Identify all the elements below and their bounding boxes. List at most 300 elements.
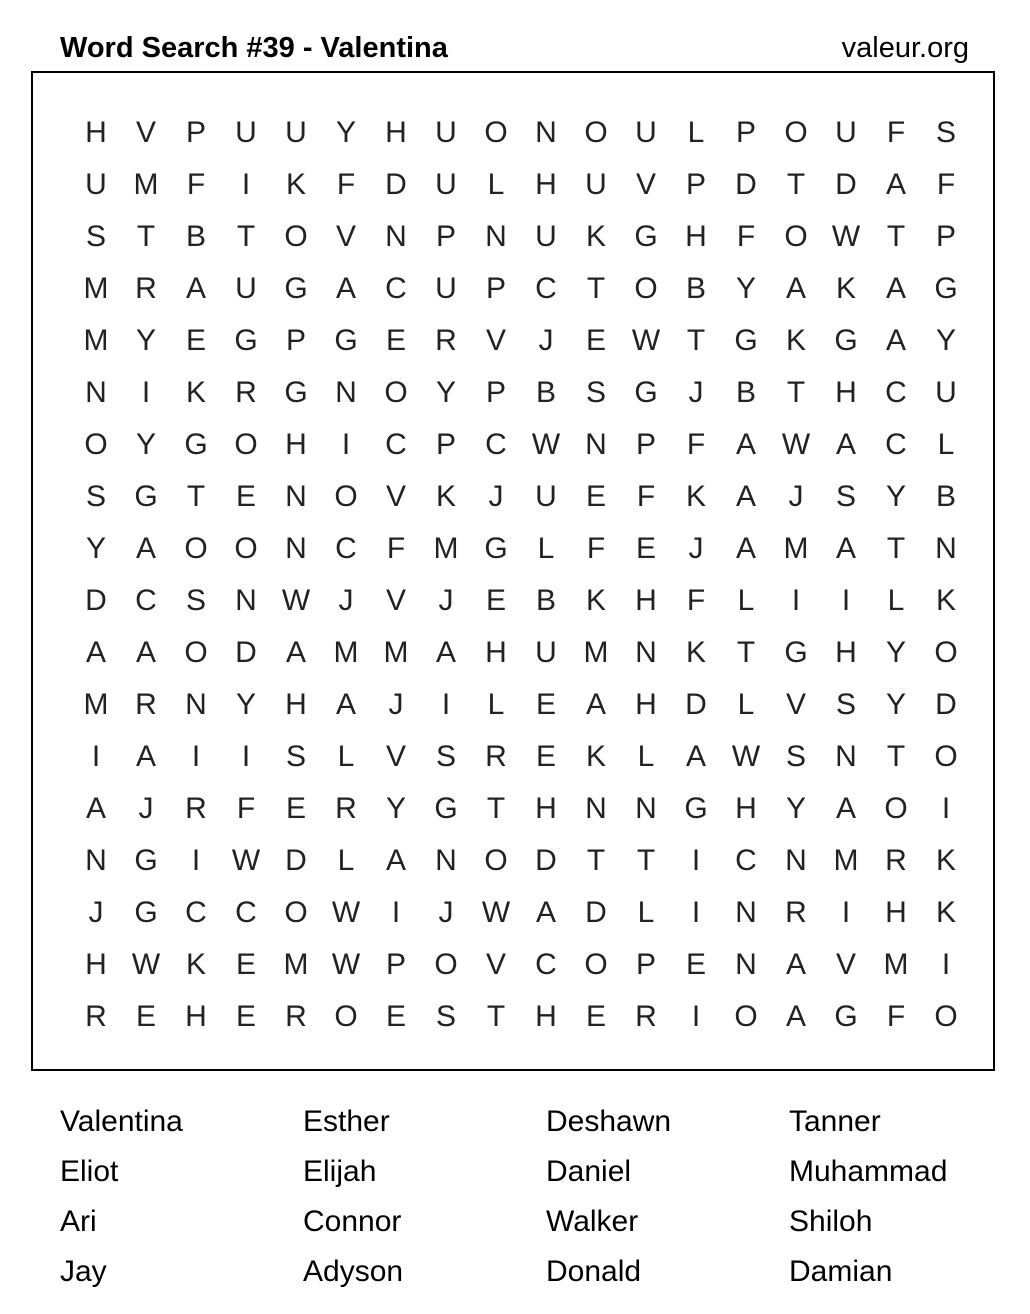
- grid-letter[interactable]: K: [285, 168, 306, 201]
- grid-letter[interactable]: N: [735, 896, 757, 929]
- grid-letter[interactable]: F: [236, 792, 256, 825]
- grid-letter[interactable]: J: [438, 896, 454, 929]
- grid-letter[interactable]: U: [535, 480, 557, 513]
- grid-letter[interactable]: E: [235, 480, 256, 513]
- grid-letter[interactable]: G: [734, 324, 758, 357]
- grid-letter[interactable]: O: [434, 948, 458, 981]
- grid-letter[interactable]: C: [885, 376, 907, 409]
- grid-letter[interactable]: T: [686, 324, 706, 357]
- grid-letter[interactable]: U: [435, 168, 457, 201]
- grid-letter[interactable]: F: [386, 532, 406, 565]
- grid-letter[interactable]: A: [385, 844, 406, 877]
- grid-letter[interactable]: D: [685, 688, 707, 721]
- grid-letter[interactable]: G: [934, 272, 958, 305]
- grid-letter[interactable]: E: [285, 792, 306, 825]
- grid-letter[interactable]: K: [785, 324, 806, 357]
- grid-letter[interactable]: L: [637, 896, 655, 929]
- grid-letter[interactable]: N: [635, 792, 657, 825]
- grid-letter[interactable]: V: [135, 116, 156, 149]
- grid-letter[interactable]: F: [936, 168, 956, 201]
- grid-letter[interactable]: T: [486, 1000, 506, 1033]
- grid-letter[interactable]: F: [736, 220, 756, 253]
- grid-letter[interactable]: V: [485, 324, 506, 357]
- grid-letter[interactable]: P: [285, 324, 306, 357]
- grid-letter[interactable]: U: [535, 220, 557, 253]
- grid-letter[interactable]: R: [785, 896, 807, 929]
- grid-letter[interactable]: N: [385, 220, 407, 253]
- grid-letter[interactable]: S: [285, 740, 306, 773]
- grid-letter[interactable]: D: [385, 168, 407, 201]
- grid-letter[interactable]: F: [336, 168, 356, 201]
- grid-letter[interactable]: C: [335, 532, 357, 565]
- grid-letter[interactable]: I: [941, 948, 951, 981]
- grid-letter[interactable]: H: [635, 584, 657, 617]
- grid-letter[interactable]: O: [934, 740, 958, 773]
- grid-letter[interactable]: F: [586, 532, 606, 565]
- grid-letter[interactable]: R: [635, 1000, 657, 1033]
- grid-letter[interactable]: E: [385, 1000, 406, 1033]
- grid-letter[interactable]: N: [835, 740, 857, 773]
- grid-letter[interactable]: G: [334, 324, 358, 357]
- grid-letter[interactable]: O: [484, 116, 508, 149]
- grid-letter[interactable]: N: [735, 948, 757, 981]
- grid-letter[interactable]: I: [441, 688, 451, 721]
- grid-letter[interactable]: F: [186, 168, 206, 201]
- grid-letter[interactable]: J: [688, 376, 704, 409]
- grid-letter[interactable]: I: [941, 792, 951, 825]
- grid-letter[interactable]: V: [385, 480, 406, 513]
- grid-letter[interactable]: N: [435, 844, 457, 877]
- grid-letter[interactable]: A: [185, 272, 206, 305]
- grid-letter[interactable]: A: [735, 532, 756, 565]
- grid-letter[interactable]: W: [831, 220, 861, 253]
- grid-letter[interactable]: G: [834, 324, 858, 357]
- grid-letter[interactable]: G: [834, 1000, 858, 1033]
- grid-letter[interactable]: I: [191, 740, 201, 773]
- grid-letter[interactable]: T: [486, 792, 506, 825]
- grid-letter[interactable]: T: [586, 844, 606, 877]
- grid-letter[interactable]: W: [731, 740, 761, 773]
- grid-letter[interactable]: L: [537, 532, 555, 565]
- grid-letter[interactable]: W: [781, 428, 811, 461]
- grid-letter[interactable]: E: [485, 584, 506, 617]
- grid-letter[interactable]: J: [488, 480, 504, 513]
- grid-letter[interactable]: D: [585, 896, 607, 929]
- grid-letter[interactable]: R: [335, 792, 357, 825]
- grid-letter[interactable]: A: [885, 168, 906, 201]
- grid-letter[interactable]: W: [331, 948, 361, 981]
- grid-letter[interactable]: Y: [935, 324, 956, 357]
- grid-letter[interactable]: S: [935, 116, 956, 149]
- grid-letter[interactable]: N: [285, 532, 307, 565]
- grid-letter[interactable]: T: [636, 844, 656, 877]
- grid-letter[interactable]: W: [481, 896, 511, 929]
- grid-letter[interactable]: E: [685, 948, 706, 981]
- grid-letter[interactable]: H: [85, 948, 107, 981]
- grid-letter[interactable]: T: [886, 532, 906, 565]
- grid-letter[interactable]: L: [737, 584, 755, 617]
- grid-letter[interactable]: P: [185, 116, 206, 149]
- grid-letter[interactable]: R: [885, 844, 907, 877]
- grid-letter[interactable]: G: [134, 480, 158, 513]
- grid-letter[interactable]: U: [435, 272, 457, 305]
- grid-letter[interactable]: B: [185, 220, 206, 253]
- grid-letter[interactable]: Y: [85, 532, 106, 565]
- grid-letter[interactable]: H: [385, 116, 407, 149]
- grid-letter[interactable]: H: [485, 636, 507, 669]
- grid-letter[interactable]: I: [241, 168, 251, 201]
- grid-letter[interactable]: S: [435, 740, 456, 773]
- grid-letter[interactable]: T: [786, 168, 806, 201]
- grid-letter[interactable]: Y: [335, 116, 356, 149]
- grid-letter[interactable]: F: [686, 584, 706, 617]
- grid-letter[interactable]: J: [388, 688, 404, 721]
- grid-letter[interactable]: A: [335, 272, 356, 305]
- grid-letter[interactable]: O: [934, 636, 958, 669]
- grid-letter[interactable]: B: [535, 376, 556, 409]
- grid-letter[interactable]: R: [135, 272, 157, 305]
- grid-letter[interactable]: J: [438, 584, 454, 617]
- grid-letter[interactable]: T: [186, 480, 206, 513]
- grid-letter[interactable]: U: [835, 116, 857, 149]
- grid-letter[interactable]: L: [937, 428, 955, 461]
- grid-letter[interactable]: R: [485, 740, 507, 773]
- grid-letter[interactable]: I: [791, 584, 801, 617]
- grid-letter[interactable]: A: [135, 636, 156, 669]
- grid-letter[interactable]: H: [735, 792, 757, 825]
- grid-letter[interactable]: K: [435, 480, 456, 513]
- grid-letter[interactable]: G: [634, 376, 658, 409]
- grid-letter[interactable]: K: [185, 948, 206, 981]
- grid-letter[interactable]: O: [734, 1000, 758, 1033]
- grid-letter[interactable]: G: [784, 636, 808, 669]
- grid-letter[interactable]: Y: [885, 480, 906, 513]
- grid-letter[interactable]: M: [883, 948, 909, 981]
- grid-letter[interactable]: F: [686, 428, 706, 461]
- grid-letter[interactable]: C: [135, 584, 157, 617]
- grid-letter[interactable]: O: [784, 116, 808, 149]
- grid-letter[interactable]: H: [85, 116, 107, 149]
- grid-letter[interactable]: W: [531, 428, 561, 461]
- grid-letter[interactable]: Y: [735, 272, 756, 305]
- grid-letter[interactable]: G: [434, 792, 458, 825]
- grid-letter[interactable]: H: [285, 428, 307, 461]
- grid-letter[interactable]: N: [935, 532, 957, 565]
- grid-letter[interactable]: A: [785, 948, 806, 981]
- grid-letter[interactable]: L: [887, 584, 905, 617]
- grid-letter[interactable]: W: [131, 948, 161, 981]
- grid-letter[interactable]: L: [337, 844, 355, 877]
- grid-letter[interactable]: M: [833, 844, 859, 877]
- grid-letter[interactable]: U: [235, 272, 257, 305]
- grid-letter[interactable]: P: [435, 428, 456, 461]
- grid-letter[interactable]: Y: [235, 688, 256, 721]
- grid-letter[interactable]: G: [184, 428, 208, 461]
- grid-letter[interactable]: R: [435, 324, 457, 357]
- grid-letter[interactable]: I: [141, 376, 151, 409]
- grid-letter[interactable]: B: [935, 480, 956, 513]
- grid-letter[interactable]: Y: [435, 376, 456, 409]
- grid-letter[interactable]: I: [691, 1000, 701, 1033]
- grid-letter[interactable]: E: [235, 1000, 256, 1033]
- grid-letter[interactable]: N: [185, 688, 207, 721]
- grid-letter[interactable]: U: [285, 116, 307, 149]
- grid-letter[interactable]: H: [535, 168, 557, 201]
- grid-letter[interactable]: V: [335, 220, 356, 253]
- grid-letter[interactable]: B: [535, 584, 556, 617]
- grid-letter[interactable]: G: [484, 532, 508, 565]
- grid-letter[interactable]: M: [333, 636, 359, 669]
- grid-letter[interactable]: A: [135, 532, 156, 565]
- grid-letter[interactable]: S: [585, 376, 606, 409]
- grid-letter[interactable]: B: [735, 376, 756, 409]
- grid-letter[interactable]: Y: [785, 792, 806, 825]
- grid-letter[interactable]: T: [136, 220, 156, 253]
- grid-letter[interactable]: P: [635, 428, 656, 461]
- grid-letter[interactable]: S: [785, 740, 806, 773]
- grid-letter[interactable]: E: [635, 532, 656, 565]
- grid-letter[interactable]: A: [885, 324, 906, 357]
- grid-letter[interactable]: G: [134, 896, 158, 929]
- grid-letter[interactable]: K: [935, 844, 956, 877]
- grid-letter[interactable]: G: [634, 220, 658, 253]
- grid-letter[interactable]: N: [335, 376, 357, 409]
- grid-letter[interactable]: S: [185, 584, 206, 617]
- grid-letter[interactable]: V: [635, 168, 656, 201]
- grid-letter[interactable]: U: [85, 168, 107, 201]
- grid-letter[interactable]: C: [385, 428, 407, 461]
- grid-letter[interactable]: I: [391, 896, 401, 929]
- grid-letter[interactable]: E: [235, 948, 256, 981]
- grid-letter[interactable]: C: [735, 844, 757, 877]
- grid-letter[interactable]: Y: [885, 636, 906, 669]
- grid-letter[interactable]: A: [785, 1000, 806, 1033]
- grid-letter[interactable]: H: [535, 1000, 557, 1033]
- grid-letter[interactable]: R: [185, 792, 207, 825]
- grid-letter[interactable]: S: [835, 688, 856, 721]
- grid-letter[interactable]: P: [485, 272, 506, 305]
- grid-letter[interactable]: M: [83, 688, 109, 721]
- grid-letter[interactable]: L: [487, 688, 505, 721]
- grid-letter[interactable]: M: [433, 532, 459, 565]
- grid-letter[interactable]: H: [685, 220, 707, 253]
- grid-letter[interactable]: O: [784, 220, 808, 253]
- grid-letter[interactable]: A: [335, 688, 356, 721]
- grid-letter[interactable]: I: [691, 896, 701, 929]
- grid-letter[interactable]: W: [331, 896, 361, 929]
- grid-letter[interactable]: D: [935, 688, 957, 721]
- grid-letter[interactable]: I: [841, 896, 851, 929]
- grid-letter[interactable]: D: [285, 844, 307, 877]
- grid-letter[interactable]: M: [783, 532, 809, 565]
- grid-letter[interactable]: N: [635, 636, 657, 669]
- grid-letter[interactable]: P: [385, 948, 406, 981]
- grid-letter[interactable]: I: [191, 844, 201, 877]
- grid-letter[interactable]: O: [584, 116, 608, 149]
- grid-letter[interactable]: P: [635, 948, 656, 981]
- grid-letter[interactable]: G: [234, 324, 258, 357]
- grid-letter[interactable]: A: [535, 896, 556, 929]
- grid-letter[interactable]: H: [285, 688, 307, 721]
- grid-letter[interactable]: E: [185, 324, 206, 357]
- grid-letter[interactable]: V: [835, 948, 856, 981]
- grid-letter[interactable]: O: [234, 532, 258, 565]
- grid-letter[interactable]: U: [535, 636, 557, 669]
- grid-letter[interactable]: N: [285, 480, 307, 513]
- grid-letter[interactable]: K: [585, 584, 606, 617]
- grid-letter[interactable]: R: [235, 376, 257, 409]
- grid-letter[interactable]: K: [585, 740, 606, 773]
- grid-letter[interactable]: E: [535, 688, 556, 721]
- grid-letter[interactable]: O: [234, 428, 258, 461]
- grid-letter[interactable]: N: [85, 844, 107, 877]
- grid-letter[interactable]: L: [487, 168, 505, 201]
- grid-letter[interactable]: T: [886, 740, 906, 773]
- grid-letter[interactable]: K: [935, 584, 956, 617]
- grid-letter[interactable]: S: [85, 480, 106, 513]
- grid-letter[interactable]: S: [835, 480, 856, 513]
- grid-letter[interactable]: K: [835, 272, 856, 305]
- grid-letter[interactable]: S: [435, 1000, 456, 1033]
- grid-letter[interactable]: J: [788, 480, 804, 513]
- grid-letter[interactable]: O: [334, 480, 358, 513]
- grid-letter[interactable]: J: [138, 792, 154, 825]
- grid-letter[interactable]: K: [685, 636, 706, 669]
- grid-letter[interactable]: G: [134, 844, 158, 877]
- grid-letter[interactable]: Y: [135, 324, 156, 357]
- grid-letter[interactable]: A: [685, 740, 706, 773]
- grid-letter[interactable]: A: [785, 272, 806, 305]
- grid-letter[interactable]: J: [538, 324, 554, 357]
- grid-letter[interactable]: P: [435, 220, 456, 253]
- grid-letter[interactable]: A: [835, 428, 856, 461]
- grid-letter[interactable]: B: [685, 272, 706, 305]
- grid-letter[interactable]: E: [135, 1000, 156, 1033]
- grid-letter[interactable]: O: [634, 272, 658, 305]
- grid-letter[interactable]: U: [635, 116, 657, 149]
- grid-letter[interactable]: P: [685, 168, 706, 201]
- grid-letter[interactable]: H: [185, 1000, 207, 1033]
- grid-letter[interactable]: T: [236, 220, 256, 253]
- grid-letter[interactable]: C: [535, 272, 557, 305]
- grid-letter[interactable]: M: [83, 272, 109, 305]
- grid-letter[interactable]: S: [85, 220, 106, 253]
- grid-letter[interactable]: M: [133, 168, 159, 201]
- grid-letter[interactable]: T: [786, 376, 806, 409]
- grid-letter[interactable]: L: [337, 740, 355, 773]
- grid-letter[interactable]: W: [631, 324, 661, 357]
- grid-letter[interactable]: U: [435, 116, 457, 149]
- grid-letter[interactable]: O: [84, 428, 108, 461]
- grid-letter[interactable]: D: [235, 636, 257, 669]
- grid-letter[interactable]: F: [636, 480, 656, 513]
- grid-letter[interactable]: O: [484, 844, 508, 877]
- grid-letter[interactable]: C: [885, 428, 907, 461]
- grid-letter[interactable]: O: [334, 1000, 358, 1033]
- grid-letter[interactable]: H: [885, 896, 907, 929]
- grid-letter[interactable]: M: [83, 324, 109, 357]
- grid-letter[interactable]: Y: [885, 688, 906, 721]
- grid-letter[interactable]: A: [435, 636, 456, 669]
- grid-letter[interactable]: I: [341, 428, 351, 461]
- grid-letter[interactable]: O: [284, 896, 308, 929]
- grid-letter[interactable]: P: [735, 116, 756, 149]
- grid-letter[interactable]: A: [735, 480, 756, 513]
- grid-letter[interactable]: N: [785, 844, 807, 877]
- grid-letter[interactable]: M: [383, 636, 409, 669]
- grid-letter[interactable]: A: [285, 636, 306, 669]
- grid-letter[interactable]: A: [585, 688, 606, 721]
- grid-letter[interactable]: H: [835, 636, 857, 669]
- grid-letter[interactable]: L: [637, 740, 655, 773]
- grid-letter[interactable]: G: [684, 792, 708, 825]
- grid-letter[interactable]: L: [737, 688, 755, 721]
- grid-letter[interactable]: O: [184, 636, 208, 669]
- grid-letter[interactable]: E: [585, 324, 606, 357]
- grid-letter[interactable]: Y: [385, 792, 406, 825]
- grid-letter[interactable]: E: [535, 740, 556, 773]
- grid-letter[interactable]: T: [586, 272, 606, 305]
- grid-letter[interactable]: I: [841, 584, 851, 617]
- grid-letter[interactable]: R: [85, 1000, 107, 1033]
- grid-letter[interactable]: C: [485, 428, 507, 461]
- grid-letter[interactable]: V: [485, 948, 506, 981]
- grid-letter[interactable]: V: [785, 688, 806, 721]
- grid-letter[interactable]: W: [281, 584, 311, 617]
- grid-letter[interactable]: H: [535, 792, 557, 825]
- grid-letter[interactable]: D: [835, 168, 857, 201]
- grid-letter[interactable]: D: [85, 584, 107, 617]
- grid-letter[interactable]: J: [88, 896, 104, 929]
- grid-letter[interactable]: N: [485, 220, 507, 253]
- grid-letter[interactable]: T: [886, 220, 906, 253]
- grid-letter[interactable]: I: [91, 740, 101, 773]
- grid-letter[interactable]: A: [835, 532, 856, 565]
- grid-letter[interactable]: J: [688, 532, 704, 565]
- grid-letter[interactable]: O: [284, 220, 308, 253]
- grid-letter[interactable]: O: [584, 948, 608, 981]
- grid-letter[interactable]: K: [585, 220, 606, 253]
- grid-letter[interactable]: O: [384, 376, 408, 409]
- grid-letter[interactable]: M: [283, 948, 309, 981]
- grid-letter[interactable]: A: [735, 428, 756, 461]
- grid-letter[interactable]: I: [691, 844, 701, 877]
- grid-letter[interactable]: N: [85, 376, 107, 409]
- grid-letter[interactable]: R: [285, 1000, 307, 1033]
- grid-letter[interactable]: L: [687, 116, 705, 149]
- grid-letter[interactable]: E: [585, 480, 606, 513]
- grid-letter[interactable]: K: [935, 896, 956, 929]
- grid-letter[interactable]: D: [535, 844, 557, 877]
- grid-letter[interactable]: F: [886, 1000, 906, 1033]
- grid-letter[interactable]: U: [585, 168, 607, 201]
- grid-letter[interactable]: A: [85, 792, 106, 825]
- grid-letter[interactable]: C: [185, 896, 207, 929]
- grid-letter[interactable]: V: [385, 584, 406, 617]
- grid-letter[interactable]: C: [535, 948, 557, 981]
- grid-letter[interactable]: U: [935, 376, 957, 409]
- grid-letter[interactable]: G: [284, 376, 308, 409]
- grid-letter[interactable]: K: [185, 376, 206, 409]
- grid-letter[interactable]: W: [231, 844, 261, 877]
- grid-letter[interactable]: O: [184, 532, 208, 565]
- grid-letter[interactable]: N: [585, 428, 607, 461]
- grid-letter[interactable]: P: [935, 220, 956, 253]
- grid-letter[interactable]: M: [583, 636, 609, 669]
- grid-letter[interactable]: P: [485, 376, 506, 409]
- grid-letter[interactable]: N: [235, 584, 257, 617]
- grid-letter[interactable]: O: [934, 1000, 958, 1033]
